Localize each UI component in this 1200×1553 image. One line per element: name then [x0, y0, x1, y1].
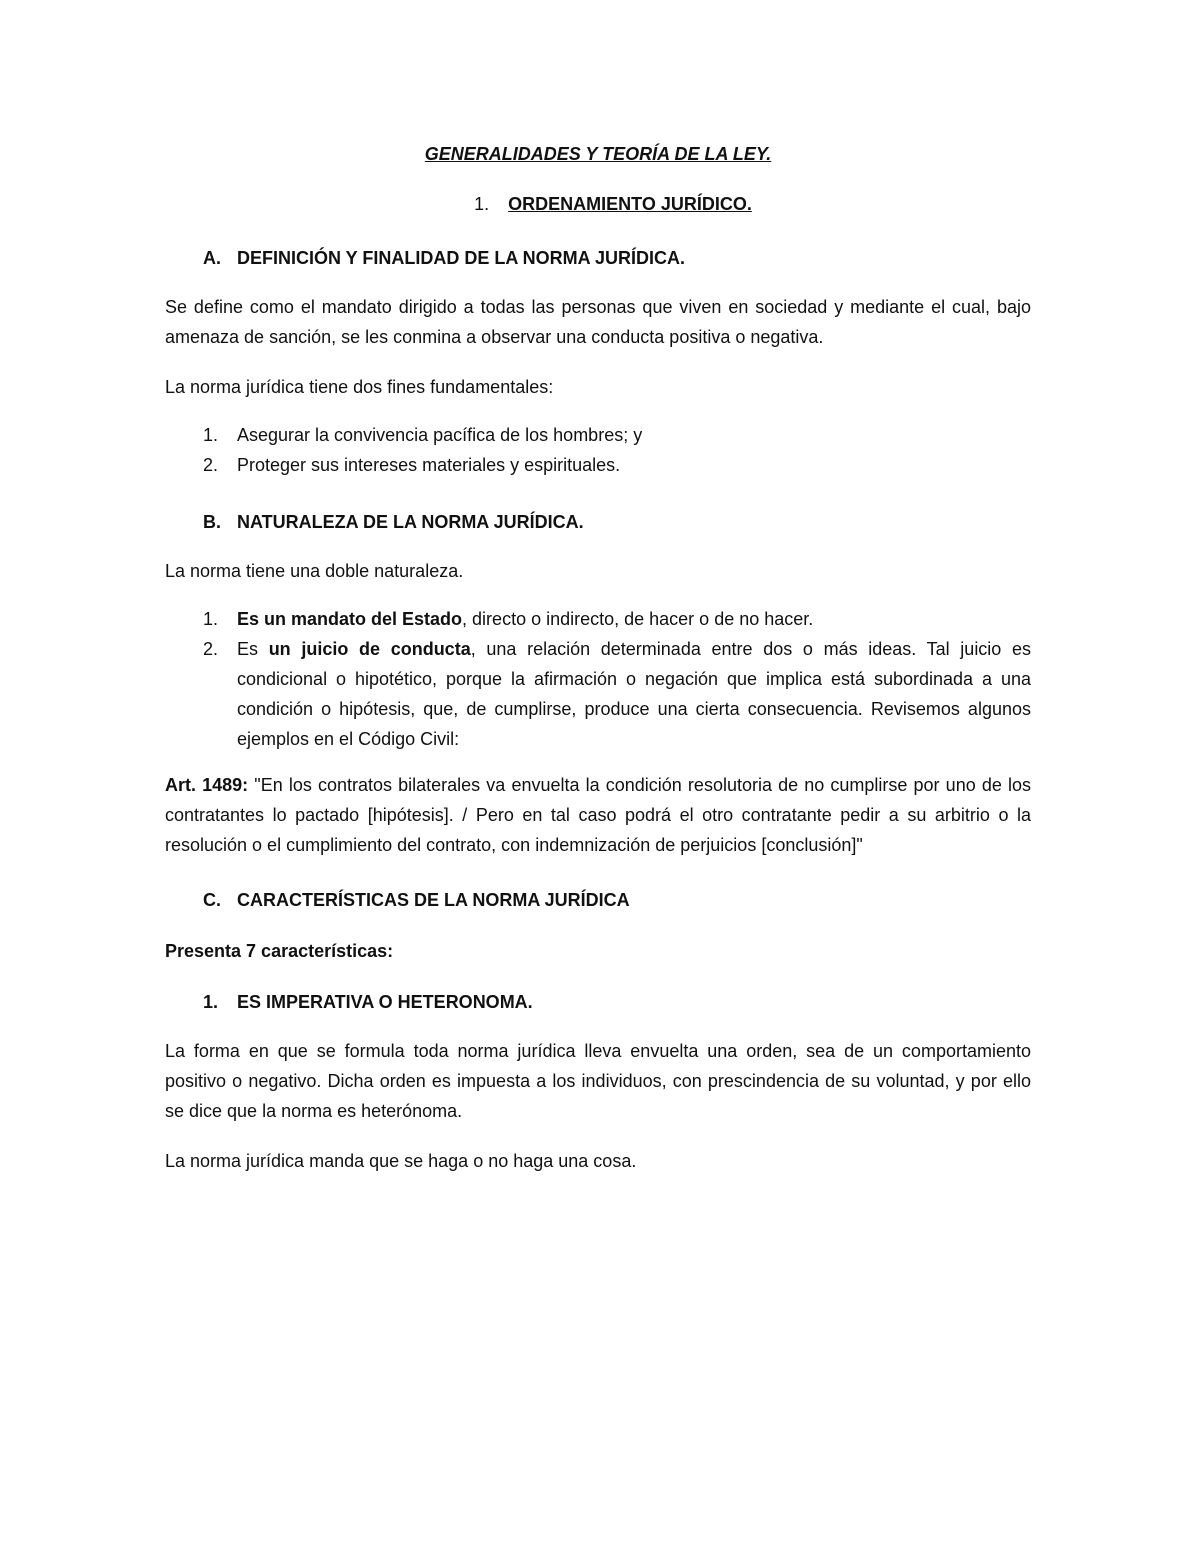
section-c-label: CARACTERÍSTICAS DE LA NORMA JURÍDICA — [237, 890, 630, 910]
section-1-number: 1. — [474, 194, 490, 214]
section-a-purposes-list — [165, 420, 1031, 480]
article-1489-quote — [165, 770, 1031, 860]
section-b-nature-list — [165, 604, 1031, 754]
list-item-text: Proteger sus intereses materiales y espirituales. — [237, 455, 621, 475]
section-a-definition: Se define como el mandato dirigido a todas las personas que viven en sociedad y mediante el cual, bajo amenaza de sanción, se les conmina a observar una conducta positiva o negativa. — [165, 297, 1031, 347]
list-item-emphasis: Es un mandato del Estado — [237, 609, 463, 629]
list-item-number: 2. — [203, 639, 219, 659]
section-a-label: DEFINICIÓN Y FINALIDAD DE LA NORMA JURÍDICA. — [237, 248, 686, 268]
section-c-intro: Presenta 7 características: — [165, 941, 394, 961]
section-b-label: NATURALEZA DE LA NORMA JURÍDICA. — [237, 512, 584, 532]
list-item-number: 2. — [203, 455, 219, 475]
list-item-text — [237, 634, 1031, 754]
section-1-heading — [165, 190, 1031, 218]
article-text: "En los contratos bilaterales va envuelta la condición resolutoria de no cumplirse por uno de los contratantes lo pactado [hipótesis]. / Pero en tal caso podrá el otro contratante pedir a su arbitrio o la resolución o el cumplimiento del contrato, con indemnización de perjuicios [conclusión]" — [165, 775, 1031, 855]
document-title: GENERALIDADES Y TEORÍA DE LA LEY. — [424, 144, 772, 164]
list-item-text: Asegurar la convivencia pacífica de los hombres; y — [237, 425, 643, 445]
list-item-rest: , una relación determinada entre dos o más ideas. Tal juicio es condicional o hipotético, porque la afirmación o negación que implica está subordinada a una condición o hipótesis, que, de cumplirse, produce una cierta consecuencia. Revisemos algunos ejemplos en el Código Civil: — [237, 639, 1032, 749]
document-body — [165, 140, 1031, 1176]
article-label: Art. 1489: — [165, 775, 249, 795]
characteristic-1-heading — [165, 988, 1031, 1016]
section-a-marker: A. — [203, 248, 221, 268]
section-b-heading — [165, 508, 1031, 536]
section-a-purposes-intro: La norma jurídica tiene dos fines fundamentales: — [165, 377, 554, 397]
characteristic-1-number: 1. — [203, 992, 219, 1012]
section-b-intro: La norma tiene una doble naturaleza. — [165, 561, 464, 581]
section-c-heading — [165, 886, 1031, 914]
list-item — [165, 604, 1031, 634]
list-item — [165, 634, 1031, 754]
list-item-number: 1. — [203, 425, 219, 445]
list-item-rest: , directo o indirecto, de hacer o de no hacer. — [462, 609, 814, 629]
section-a-heading — [165, 244, 1031, 272]
characteristic-1-description: La forma en que se formula toda norma jurídica lleva envuelta una orden, sea de un comportamiento positivo o negativo. Dicha orden es impuesta a los individuos, con prescindencia de su voluntad, y por ello se dice que la norma es heterónoma. — [165, 1041, 1031, 1121]
list-item-emphasis: un juicio de conducta — [268, 639, 471, 659]
section-1-label: ORDENAMIENTO JURÍDICO. — [508, 194, 752, 214]
characteristic-1-label: ES IMPERATIVA O HETERONOMA. — [237, 992, 533, 1012]
list-item — [165, 420, 1031, 450]
characteristic-1-summary: La norma jurídica manda que se haga o no haga una cosa. — [165, 1151, 637, 1171]
list-item — [165, 450, 1031, 480]
list-item-number: 1. — [203, 609, 219, 629]
list-item-text — [237, 604, 1031, 634]
section-c-marker: C. — [203, 890, 221, 910]
list-item-pre: Es — [237, 639, 269, 659]
section-b-marker: B. — [203, 512, 221, 532]
